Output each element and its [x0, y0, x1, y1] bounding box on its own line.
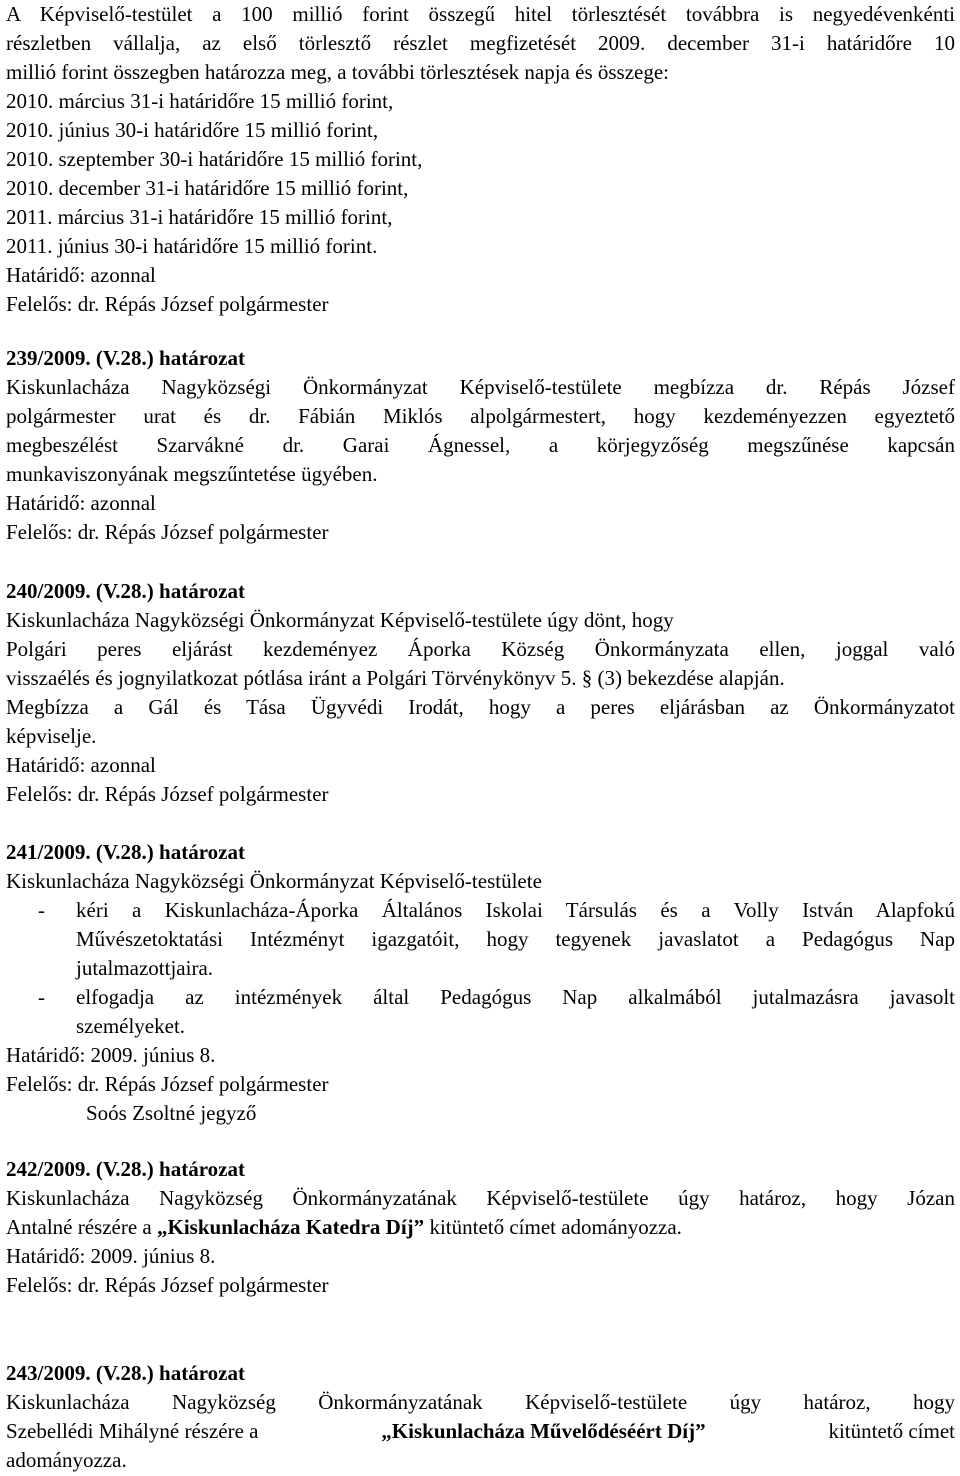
resolution-239-line-1: Kiskunlacháza Nagyközségi Önkormányzat Képviselő-testülete megbízza dr. Répás József — [6, 375, 955, 399]
payment-line-3: 2010. szeptember 30-i határidőre 15 millió forint, — [6, 147, 423, 171]
resolution-title-243: 243/2009. (V.28.) határozat — [6, 1361, 245, 1385]
resolution-title-242: 242/2009. (V.28.) határozat — [6, 1157, 245, 1181]
intro-line-1: A Képviselő-testület a 100 millió forint összegű hitel törlesztését továbbra is negyedévenkénti — [6, 2, 955, 26]
resolution-240-line-3: visszaélés és jognyilatkozat pótlása iránt a Polgári Törvénykönyv 5. § (3) bekezdése alapján. — [6, 666, 785, 690]
resolution-239-line-3: megbeszélést Szarvákné dr. Garai Ágnessel, a körjegyzőség megszűnése kapcsán — [6, 433, 955, 457]
payment-line-4: 2010. december 31-i határidőre 15 millió forint, — [6, 176, 409, 200]
bullet-2-line-1: elfogadja az intézmények által Pedagógus Nap alkalmából jutalmazásra javasolt — [76, 985, 955, 1009]
bullet-dash: - — [38, 898, 45, 922]
resolution-240-line-2: Polgári peres eljárást kezdeményez Áporka Község Önkormányzata ellen, joggal való — [6, 637, 955, 661]
resolution-title-240: 240/2009. (V.28.) határozat — [6, 579, 245, 603]
award-name: „Kiskunlacháza Katedra Díj” — [157, 1215, 425, 1239]
bullet-dash: - — [38, 985, 45, 1009]
award-name: „Kiskunlacháza Művelődéséért Díj” — [381, 1419, 706, 1443]
resolution-243-line-1: Kiskunlacháza Nagyközség Önkormányzatának Képviselő-testülete úgy határoz, hogy — [6, 1390, 955, 1414]
resolution-240-line-1: Kiskunlacháza Nagyközségi Önkormányzat Képviselő-testülete úgy dönt, hogy — [6, 608, 674, 632]
payment-line-6: 2011. június 30-i határidőre 15 millió forint. — [6, 234, 378, 258]
text-run: Antalné részére a — [6, 1215, 157, 1239]
resolution-243-line-2 — [6, 1417, 955, 1446]
deadline: Határidő: 2009. június 8. — [6, 1244, 216, 1268]
intro-line-3: millió forint összegben határozza meg, a további törlesztések napja és összege: — [6, 60, 670, 84]
resolution-242-line-1: Kiskunlacháza Nagyközség Önkormányzatának Képviselő-testülete úgy határoz, hogy Józan — [6, 1186, 955, 1210]
bullet-1-line-1: kéri a Kiskunlacháza-Áporka Általános Iskolai Társulás és a Volly István Alapfokú — [76, 898, 955, 922]
payment-line-5: 2011. március 31-i határidőre 15 millió forint, — [6, 205, 393, 229]
responsible: Felelős: dr. Répás József polgármester — [6, 292, 329, 316]
text-run: kitüntető címet — [823, 1419, 955, 1443]
responsible: Felelős: dr. Répás József polgármester — [6, 520, 329, 544]
deadline: Határidő: azonnal — [6, 263, 156, 287]
resolution-240-line-5: képviselje. — [6, 724, 97, 748]
bullet-1-line-2: Művészetoktatási Intézményt igazgatóit, hogy tegyenek javaslatot a Pedagógus Nap — [76, 927, 955, 951]
resolution-242-line-2 — [6, 1213, 682, 1242]
bullet-1-line-3: jutalmazottjaira. — [76, 956, 214, 980]
signature-notary: Soós Zsoltné jegyző — [86, 1101, 257, 1125]
text-run: Szebellédi Mihályné részére a — [6, 1419, 264, 1443]
resolution-240-line-4: Megbízza a Gál és Tása Ügyvédi Irodát, hogy a peres eljárásban az Önkormányzatot — [6, 695, 955, 719]
deadline: Határidő: azonnal — [6, 753, 156, 777]
resolution-title-241: 241/2009. (V.28.) határozat — [6, 840, 245, 864]
intro-line-2: részletben vállalja, az első törlesztő részlet megfizetését 2009. december 31-i határidőre 10 — [6, 31, 955, 55]
text-run: kitüntető címet adományozza. — [424, 1215, 682, 1239]
responsible: Felelős: dr. Répás József polgármester — [6, 782, 329, 806]
resolution-241-line-1: Kiskunlacháza Nagyközségi Önkormányzat Képviselő-testülete — [6, 869, 542, 893]
payment-line-2: 2010. június 30-i határidőre 15 millió forint, — [6, 118, 379, 142]
responsible: Felelős: dr. Répás József polgármester — [6, 1072, 329, 1096]
responsible: Felelős: dr. Répás József polgármester — [6, 1273, 329, 1297]
payment-line-1: 2010. március 31-i határidőre 15 millió forint, — [6, 89, 394, 113]
resolution-239-line-4: munkaviszonyának megszűntetése ügyében. — [6, 462, 378, 486]
deadline: Határidő: 2009. június 8. — [6, 1043, 216, 1067]
deadline: Határidő: azonnal — [6, 491, 156, 515]
resolution-243-line-3: adományozza. — [6, 1448, 127, 1472]
resolution-239-line-2: polgármester urat és dr. Fábián Miklós alpolgármestert, hogy kezdeményezzen egyeztető — [6, 404, 955, 428]
bullet-2-line-2: személyeket. — [76, 1014, 186, 1038]
resolution-title-239: 239/2009. (V.28.) határozat — [6, 346, 245, 370]
